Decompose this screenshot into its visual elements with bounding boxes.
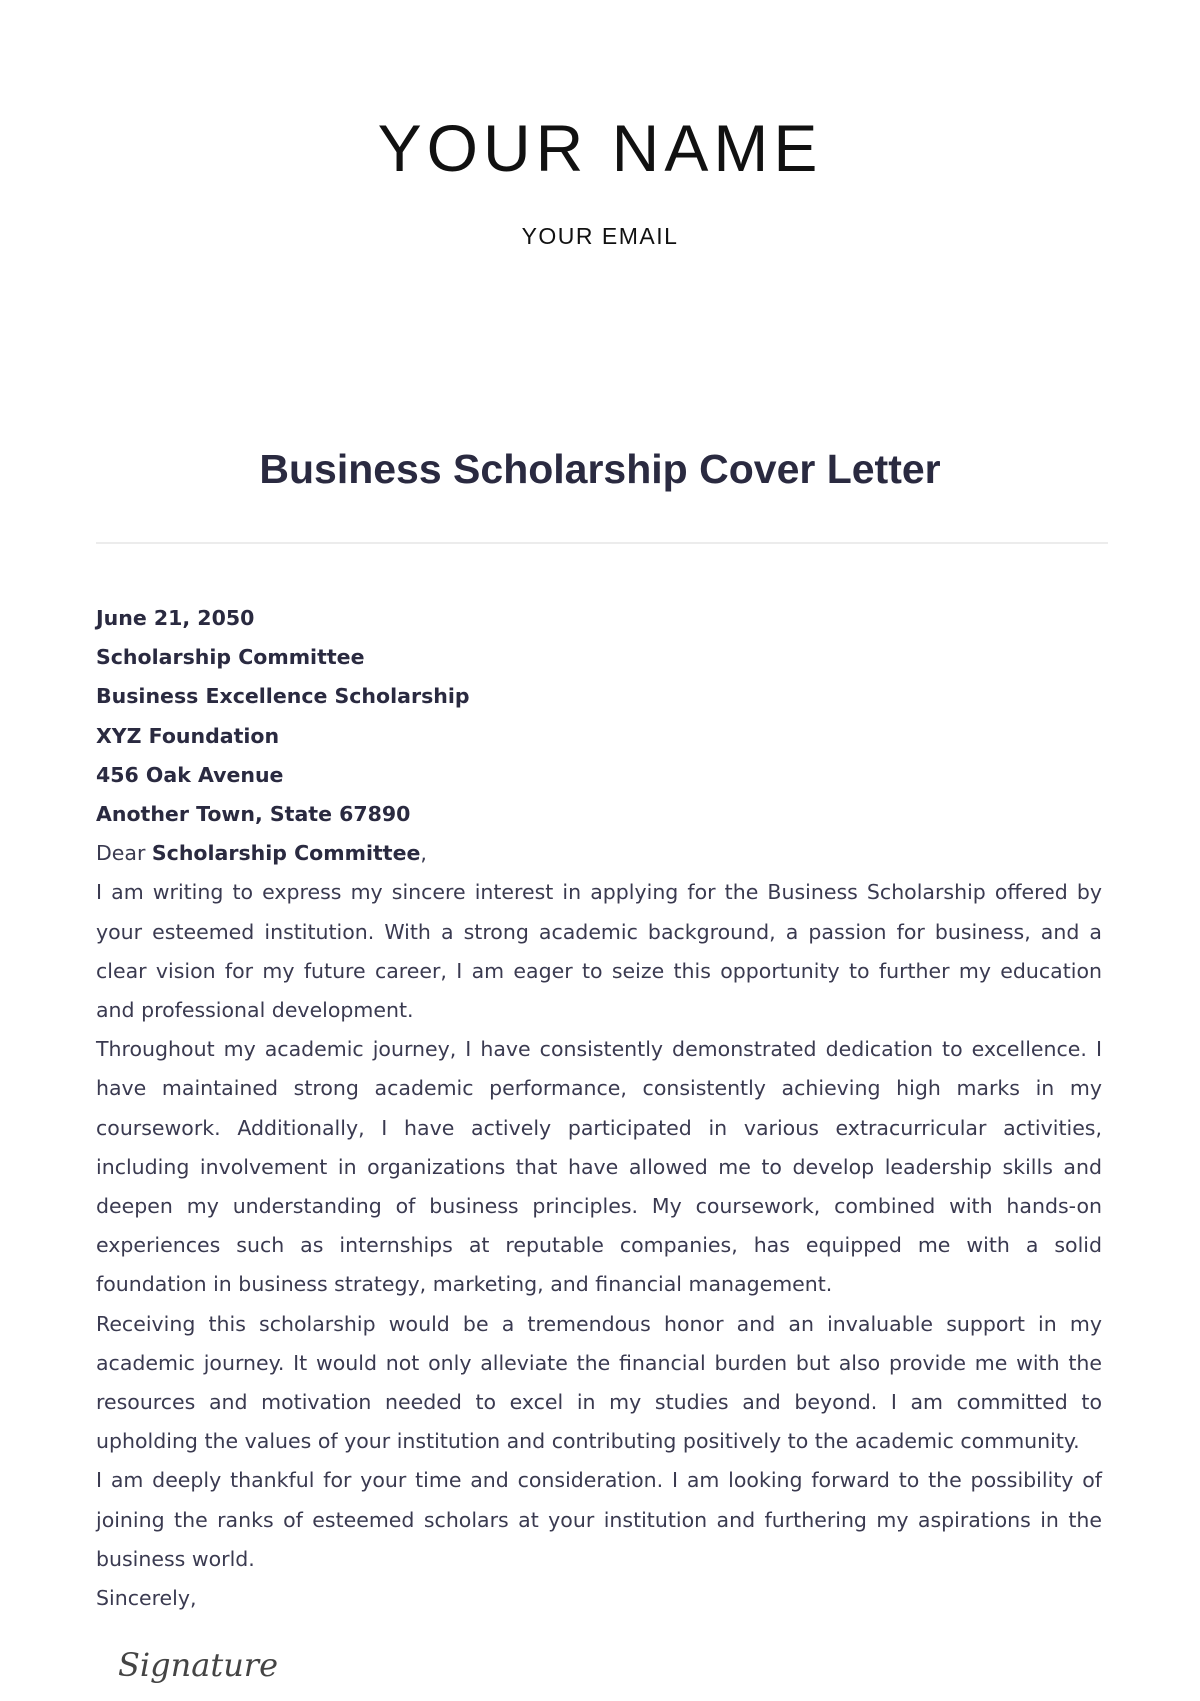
recipient-city: Another Town, State 67890: [96, 802, 411, 827]
title-divider: [96, 542, 1108, 544]
recipient-scholarship: Business Excellence Scholarship: [96, 684, 470, 709]
signature: Signature: [118, 1646, 279, 1684]
greeting-prefix: Dear: [96, 841, 152, 866]
sender-name: YOUR NAME: [377, 111, 823, 185]
recipient-committee: Scholarship Committee: [96, 645, 365, 670]
letter-date: June 21, 2050: [96, 606, 255, 630]
closing-salutation: Sincerely,: [96, 1586, 197, 1611]
paragraph-closing: I am deeply thankful for your time and consideration. I am looking forward to the possibility of joining the ranks of esteemed scholars at your institution and furthering my aspirations in the business world.: [96, 1468, 1102, 1571]
paragraph-intro: I am writing to express my sincere interest in applying for the Business Scholarship offered by your esteemed institution. With a strong academic background, a passion for business, and a clear vision for my future career, I am eager to seize this opportunity to further my education and professional development.: [96, 880, 1102, 1023]
sender-email: YOUR EMAIL: [521, 223, 679, 249]
greeting: [96, 834, 1102, 873]
recipient-organization: XYZ Foundation: [96, 723, 280, 748]
greeting-suffix: ,: [420, 841, 427, 866]
recipient-street: 456 Oak Avenue: [96, 762, 284, 787]
document-title: Business Scholarship Cover Letter: [259, 446, 941, 492]
paragraph-impact: Receiving this scholarship would be a tremendous honor and an invaluable support in my academic journey. It would not only alleviate the financial burden but also provide me with the resources and motivation needed to excel in my studies and beyond. I am committed to upholding the values of your institution and contributing positively to the academic community.: [96, 1311, 1102, 1454]
letter-body: [96, 599, 1102, 1618]
greeting-name: Scholarship Committee: [151, 841, 421, 866]
paragraph-achievements: Throughout my academic journey, I have consistently demonstrated dedication to excellence. I have maintained strong academic performance, consistently achieving high marks in my coursework. Additionally, I have actively participated in various extracurricular activities, including involvement in organizations that have allowed me to develop leadership skills and deepen my understanding of business principles. My coursework, combined with hands-on experiences such as internships at reputable companies, has equipped me with a solid foundation in business strategy, marketing, and financial management.: [96, 1037, 1102, 1297]
